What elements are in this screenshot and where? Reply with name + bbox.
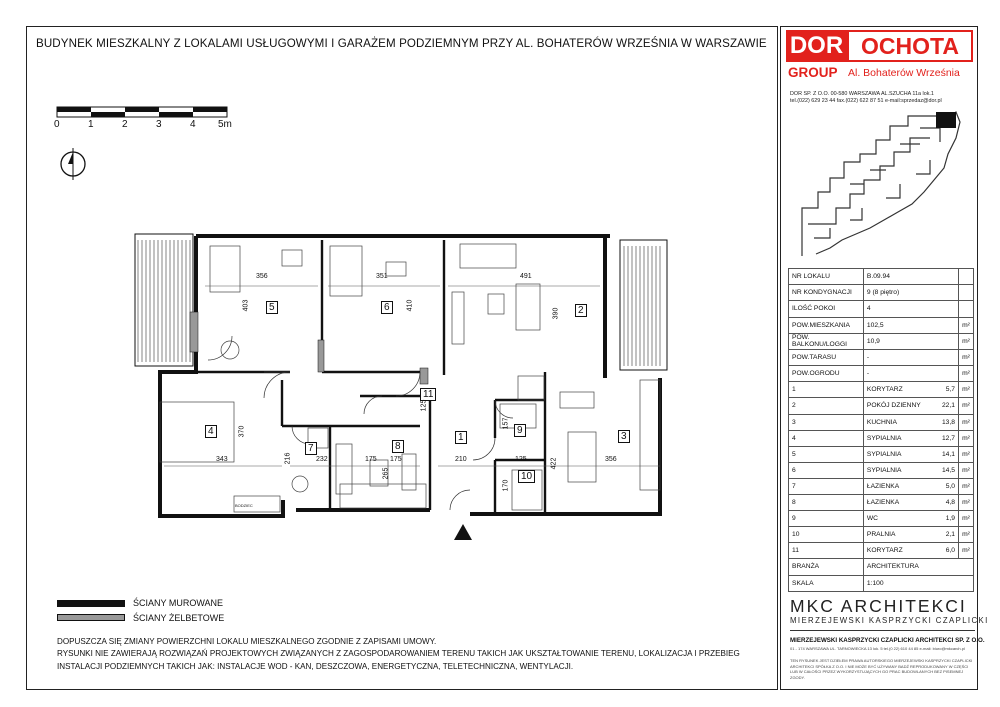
disclaimer: TEN RYSUNEK JEST DZIEŁEM PRAWA AUTORSKIEGO MIERZEJEWSKI KASPRZYCKI CZAPLICKI ARCHITEKCI SPÓŁKA Z O.O. I NIE MOŻE BYĆ UŻYWANY BADŹ REPRODUKOWANY W CZĘŚCI LUB W CAŁOŚCI PRZEZ WYKORZYSTUJĄCYCH GO PRAC BUDOWLANYCH BEZ PISEMNEJ ZGODY. (790, 658, 973, 680)
room-row (789, 398, 974, 414)
room-no: 6 (789, 462, 864, 478)
room-area: 1,9 (945, 515, 955, 523)
apartment-info-table (788, 268, 974, 592)
branza-label: BRANŻA (789, 559, 864, 575)
field-value: 9 (8 piętro) (863, 285, 958, 301)
room-no: 5 (789, 446, 864, 462)
room-area: 12,7 (941, 434, 955, 442)
dimension-text: 175 (365, 456, 377, 463)
floor-plan (125, 222, 675, 544)
dimension-text: 232 (316, 456, 328, 463)
room-row (789, 446, 974, 462)
table-row (789, 333, 974, 349)
dimension-text: 157 (502, 417, 510, 430)
branza-value: ARCHITEKTURA (863, 559, 973, 575)
room-no: 1 (789, 382, 864, 398)
dimension-text: 491 (520, 273, 532, 280)
dimension-text: 125 (515, 456, 527, 463)
logo-address: Al. Bohaterów Września (848, 67, 960, 79)
room-name: ŁAZIENKA (866, 499, 900, 507)
room-number: 5 (266, 301, 278, 314)
dimension-text: 351 (376, 273, 388, 280)
room-row (789, 462, 974, 478)
room-unit: m² (958, 478, 973, 494)
rooms-body (789, 382, 974, 591)
plan-label: BODZIEC (235, 503, 253, 508)
logo-ochota: OCHOTA (847, 30, 973, 62)
room-row (789, 478, 974, 494)
dimension-text: 175 (390, 456, 402, 463)
field-label: POW.MIESZKANIA (789, 317, 864, 333)
key-plan (790, 108, 974, 256)
table-row (789, 366, 974, 382)
room-unit: m² (958, 462, 973, 478)
field-unit (958, 285, 973, 301)
room-row (789, 494, 974, 510)
scale-label: 3 (156, 119, 162, 130)
room-no: 11 (789, 543, 864, 559)
scale-label: 4 (190, 119, 196, 130)
room-name: POKÓJ DZIENNY (866, 402, 921, 410)
table-row (789, 269, 974, 285)
company-line: tel.(022) 629 23 44 fax.(022) 622 87 51 e-mail:sprzedaz@dor.pl (790, 98, 942, 105)
room-unit: m² (958, 511, 973, 527)
room-no: 8 (789, 494, 864, 510)
room-no: 4 (789, 430, 864, 446)
room-number: 10 (518, 470, 535, 483)
room-row (789, 527, 974, 543)
room-row (789, 430, 974, 446)
company-line: DOR SP. Z O.O. 00-580 WARSZAWA AL.SZUCHA 11a lok.1 (790, 91, 934, 97)
room-name: KORYTARZ (866, 386, 903, 394)
dimension-text: 265 (382, 467, 390, 480)
room-unit: m² (958, 398, 973, 414)
room-area: 6,0 (945, 547, 955, 555)
scale-label: 1 (88, 119, 94, 130)
room-unit: m² (958, 494, 973, 510)
room-number: 1 (455, 431, 467, 444)
room-row (789, 511, 974, 527)
room-number: 7 (305, 442, 317, 455)
scale-label: 2 (122, 119, 128, 130)
drawing-title: BUDYNEK MIESZKALNY Z LOKALAMI USŁUGOWYMI I GARAŻEM PODZIEMNYM PRZY AL. BOHATERÓW WRZEŚNIA W WARSZAWIE (36, 37, 767, 50)
room-area: 22,1 (941, 402, 955, 410)
table-row (789, 317, 974, 333)
room-area: 5,7 (945, 386, 955, 394)
north-arrow-icon (56, 146, 94, 186)
dimension-text: 410 (406, 299, 414, 312)
scale-label: 5m (218, 119, 232, 130)
field-label: ILOŚĆ POKOI (789, 301, 864, 317)
fields-body (789, 269, 974, 382)
company-info (790, 91, 942, 106)
room-no: 2 (789, 398, 864, 414)
room-name: SYPIALNIA (866, 466, 902, 474)
field-label: POW. BALKONU/LOGGI (789, 333, 864, 349)
dimension-text: 216 (284, 452, 292, 465)
room-number: 2 (575, 304, 587, 317)
room-unit: m² (958, 382, 973, 398)
table-row (789, 301, 974, 317)
legend-label-concrete: ŚCIANY ŻELBETOWE (133, 613, 225, 623)
field-label: POW.OGRODU (789, 366, 864, 382)
room-number: 4 (205, 425, 217, 438)
field-label: POW.TARASU (789, 349, 864, 365)
legend-label-masonry: ŚCIANY MUROWANE (133, 598, 224, 608)
legend-swatch-concrete (57, 614, 125, 621)
room-number: 11 (420, 388, 436, 401)
dimension-text: 343 (216, 456, 228, 463)
field-value: 102,5 (863, 317, 958, 333)
dor-ochota-logo (786, 30, 974, 86)
architect-address: 01 - 174 WARSZAWA UL. TARNOWIECKA 13 lok. 5 tel.(0 22) 610 44 85 e-mail: biuro@mkcarch.pl (790, 646, 965, 651)
dimension-text: 356 (605, 456, 617, 463)
room-name: PRALNIA (866, 531, 896, 539)
skala-value: 1:100 (863, 575, 973, 591)
room-row (789, 543, 974, 559)
dimension-text: 403 (242, 299, 250, 312)
room-unit: m² (958, 414, 973, 430)
logo-group: GROUP (788, 65, 838, 80)
field-value: 10,9 (863, 333, 958, 349)
room-area: 5,0 (945, 482, 955, 490)
dimension-text: 125 (420, 399, 428, 412)
room-number: 3 (618, 430, 630, 443)
room-row (789, 414, 974, 430)
room-no: 10 (789, 527, 864, 543)
field-value: - (863, 366, 958, 382)
room-number: 8 (392, 440, 404, 453)
room-name: KORYTARZ (866, 547, 903, 555)
table-row (789, 349, 974, 365)
room-area: 2,1 (945, 531, 955, 539)
room-unit: m² (958, 446, 973, 462)
field-unit: m² (958, 333, 973, 349)
field-unit: m² (958, 366, 973, 382)
room-name: SYPIALNIA (866, 434, 902, 442)
architect-subtitle: MIERZEJEWSKI KASPRZYCKI CZAPLICKI (790, 616, 989, 625)
scale-label: 0 (54, 119, 60, 130)
field-unit: m² (958, 317, 973, 333)
field-value: - (863, 349, 958, 365)
room-unit: m² (958, 543, 973, 559)
room-number: 9 (514, 424, 526, 437)
room-name: WC (866, 515, 879, 523)
room-name: KUCHNIA (866, 418, 897, 426)
room-area: 14,1 (941, 450, 955, 458)
room-unit: m² (958, 527, 973, 543)
room-area: 13,8 (941, 418, 955, 426)
room-no: 7 (789, 478, 864, 494)
field-unit (958, 269, 973, 285)
table-row (789, 575, 974, 591)
field-label: NR KONDYGNACJI (789, 285, 864, 301)
notes (57, 636, 740, 673)
dimension-text: 370 (238, 425, 246, 438)
field-unit (958, 301, 973, 317)
note-line: DOPUSZCZA SIĘ ZMIANY POWIERZCHNI LOKALU MIESZKALNEGO ZGODNIE Z ZAPISAMI UMOWY. (57, 637, 437, 646)
architect-logo: MKC ARCHITEKCI (790, 596, 967, 616)
table-row (789, 285, 974, 301)
legend-swatch-masonry (57, 600, 125, 607)
dimension-text: 390 (552, 307, 560, 320)
field-label: NR LOKALU (789, 269, 864, 285)
room-no: 3 (789, 414, 864, 430)
room-number: 6 (381, 301, 393, 314)
room-name: ŁAZIENKA (866, 482, 900, 490)
skala-label: SKALA (789, 575, 864, 591)
dimension-text: 422 (550, 457, 558, 470)
field-value: B.09.94 (863, 269, 958, 285)
room-name: SYPIALNIA (866, 450, 902, 458)
room-area: 4,8 (945, 499, 955, 507)
note-line: RYSUNKI NIE ZAWIERAJĄ ROZWIĄZAŃ PROJEKTOWYCH ZWIĄZANYCH Z ZAGOSPODAROWANIEM TERENU TAKICH JAK UKSZTAŁTOWANIE TERENU, LOKALIZACJA I PRZEBIEG (57, 649, 740, 659)
room-no: 9 (789, 511, 864, 527)
note-line: INSTALACJI PODZIEMNYCH TAKICH JAK: INSTALACJE WOD - KAN, DESZCZOWA, ENERGETYCZNA, TELETECHNICZNA, WENTYLACJI. (57, 661, 574, 671)
dimension-text: 356 (256, 273, 268, 280)
architect-divider (790, 630, 975, 631)
dimension-text: 170 (502, 479, 510, 492)
room-row (789, 382, 974, 398)
dimension-text: 210 (455, 456, 467, 463)
table-row (789, 559, 974, 575)
field-unit: m² (958, 349, 973, 365)
field-value: 4 (863, 301, 958, 317)
logo-dor: DOR (786, 30, 847, 62)
room-area: 14,5 (941, 466, 955, 474)
room-unit: m² (958, 430, 973, 446)
scale-bar (50, 104, 240, 120)
architect-company: MIERZEJEWSKI KASPRZYCKI CZAPLICKI ARCHITEKCI SP. Z O.O. (790, 637, 985, 644)
